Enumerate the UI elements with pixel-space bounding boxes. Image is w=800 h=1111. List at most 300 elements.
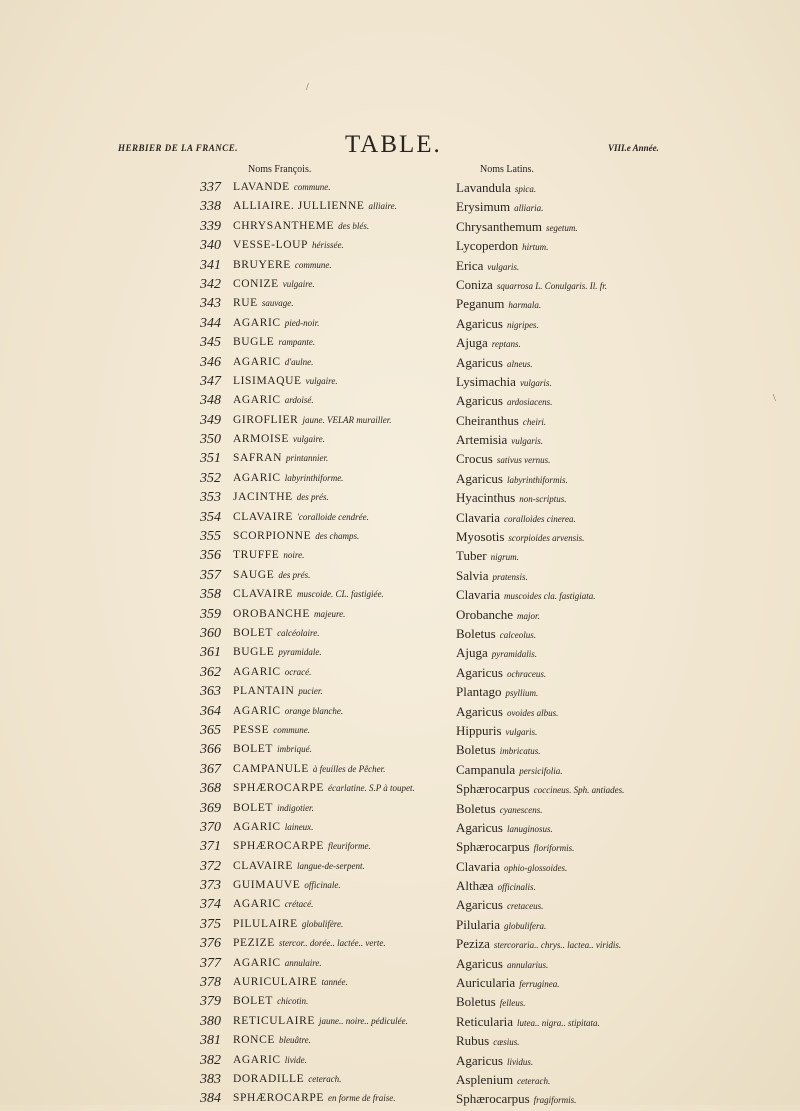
latin-genus: Agaricus: [456, 703, 503, 719]
french-qualifier: crétacé.: [284, 899, 314, 910]
entry-number: 375: [200, 916, 221, 932]
latin-genus: Crocus: [456, 451, 493, 467]
table-row: [200, 430, 700, 449]
french-qualifier: des blés.: [338, 220, 370, 231]
french-name: [233, 818, 313, 837]
latin-genus: Agaricus: [456, 955, 503, 971]
table-row: [200, 449, 700, 468]
latin-species: ceterach.: [517, 1075, 551, 1086]
latin-name: [456, 508, 576, 529]
french-qualifier: sauvage.: [261, 298, 294, 309]
french-name: [233, 236, 344, 255]
table-row: [200, 702, 700, 721]
french-qualifier: des prés.: [296, 492, 329, 503]
table-row: [200, 469, 700, 488]
latin-species: lutea.. nigra.. stipitata.: [517, 1017, 600, 1028]
french-qualifier: ocracé.: [284, 666, 312, 677]
latin-species: officinalis.: [497, 882, 536, 893]
french-qualifier: pucier.: [298, 686, 323, 697]
latin-species: felleus.: [499, 998, 526, 1009]
table-row: [200, 527, 700, 546]
french-genus: ARMOISE: [233, 433, 289, 446]
french-qualifier: stercor.. dorée.. lactée.. verte.: [278, 938, 386, 949]
latin-genus: Rubus: [456, 1033, 490, 1049]
latin-genus: Peganum: [456, 296, 505, 312]
table-row: [200, 197, 700, 216]
french-genus: AGARIC: [233, 471, 281, 484]
latin-species: squarrosa L. Conulgaris. Il. fr.: [496, 280, 608, 291]
latin-genus: Peziza: [456, 936, 490, 952]
entry-number: 372: [200, 858, 221, 874]
french-genus: CAMPANULE: [233, 762, 309, 775]
french-genus: PLANTAIN: [233, 685, 295, 698]
latin-name: [456, 915, 546, 936]
latin-genus: Agaricus: [456, 819, 503, 835]
latin-name: [456, 353, 533, 374]
latin-species: alliaria.: [514, 203, 544, 214]
latin-genus: Sphærocarpus: [456, 1091, 530, 1107]
latin-genus: Agaricus: [456, 315, 503, 331]
entry-number: 358: [200, 587, 221, 603]
latin-genus: Ajuga: [456, 335, 488, 351]
table-row: [200, 391, 700, 410]
french-name: [233, 217, 369, 236]
paper-blemish: \: [773, 393, 776, 404]
latin-name: [456, 391, 552, 412]
french-name: [233, 294, 294, 313]
entry-number: 367: [200, 761, 221, 777]
french-name: [233, 643, 322, 662]
latin-genus: Boletus: [456, 742, 496, 758]
entry-number: 374: [200, 897, 221, 913]
latin-name: [456, 682, 538, 703]
table-row: [200, 217, 700, 236]
french-genus: PESSE: [233, 723, 270, 736]
latin-genus: Sphærocarpus: [456, 781, 530, 797]
table-row: [200, 294, 700, 313]
french-name: [233, 760, 385, 779]
latin-genus: Erysimum: [456, 199, 511, 215]
entry-number: 370: [200, 819, 221, 835]
latin-name: [456, 1031, 520, 1052]
french-genus: AGARIC: [233, 898, 281, 911]
table-row: [200, 1089, 700, 1108]
french-qualifier: globulifère.: [301, 918, 344, 929]
column-header-french: Noms François.: [248, 164, 312, 175]
french-genus: RONCE: [233, 1034, 275, 1047]
french-genus: BUGLE: [233, 336, 275, 349]
french-qualifier: vulgaire.: [282, 278, 315, 289]
latin-species: cretaceus.: [506, 901, 544, 912]
entry-number: 357: [200, 567, 221, 583]
latin-species: scorpioides arvensis.: [508, 533, 585, 544]
latin-genus: Plantago: [456, 684, 502, 700]
latin-name: [456, 314, 539, 335]
latin-name: [456, 624, 536, 645]
table-row: [200, 1070, 700, 1089]
latin-genus: Reticularia: [456, 1013, 514, 1029]
entry-number: 342: [200, 276, 221, 292]
french-genus: AGARIC: [233, 1053, 281, 1066]
french-name: [233, 837, 371, 856]
latin-genus: Agaricus: [456, 354, 503, 370]
latin-name: [456, 197, 543, 218]
entry-number: 352: [200, 470, 221, 486]
entry-number: 343: [200, 296, 221, 312]
entry-number: 368: [200, 781, 221, 797]
table-row: [200, 682, 700, 701]
latin-species: sativus vernus.: [496, 455, 551, 466]
latin-genus: Orobanche: [456, 606, 514, 622]
latin-species: ochraceus.: [506, 668, 547, 679]
table-row: [200, 353, 700, 372]
table-row: [200, 178, 700, 197]
entry-number: 359: [200, 606, 221, 622]
entry-number: 378: [200, 975, 221, 991]
french-genus: RETICULAIRE: [233, 1014, 315, 1027]
table-row: [200, 411, 700, 430]
latin-genus: Clavaria: [456, 587, 501, 603]
table-row: [200, 508, 700, 527]
latin-name: [456, 1070, 550, 1091]
entry-number: 369: [200, 800, 221, 816]
french-name: [233, 857, 365, 876]
table-row: [200, 1051, 700, 1070]
latin-species: cheiri.: [522, 416, 547, 427]
latin-name: [456, 740, 541, 761]
french-name: [233, 275, 315, 294]
latin-genus: Agaricus: [456, 393, 503, 409]
latin-name: [456, 256, 519, 277]
french-name: [233, 915, 343, 934]
french-genus: AGARIC: [233, 394, 281, 407]
french-genus: PILULAIRE: [233, 917, 298, 930]
latin-species: pratensis.: [492, 571, 528, 582]
french-qualifier: commune.: [293, 182, 331, 192]
latin-species: persicifolia.: [519, 765, 563, 776]
french-qualifier: d'aulne.: [284, 356, 314, 367]
latin-species: coralloides cinerea.: [504, 513, 576, 524]
french-genus: PEZIZE: [233, 937, 275, 950]
french-genus: TRUFFE: [233, 549, 280, 562]
french-genus: GIROFLIER: [233, 413, 299, 426]
latin-name: [456, 643, 537, 664]
french-qualifier: 'coralloide cendrée.: [296, 511, 369, 522]
french-genus: AGARIC: [233, 665, 281, 678]
entry-number: 345: [200, 335, 221, 351]
table-row: [200, 585, 700, 604]
latin-genus: Campanula: [456, 761, 516, 777]
entry-number: 382: [200, 1052, 221, 1068]
entry-number: 350: [200, 432, 221, 448]
latin-genus: Boletus: [456, 625, 496, 641]
latin-name: [456, 857, 567, 878]
table-row: [200, 624, 700, 643]
french-qualifier: officinale.: [304, 880, 341, 891]
french-genus: OROBANCHE: [233, 607, 310, 620]
latin-name: [456, 294, 541, 315]
latin-name: [456, 430, 543, 451]
french-genus: SPHÆROCARPE: [233, 840, 324, 853]
running-header-left: HERBIER DE LA FRANCE.: [118, 143, 239, 153]
entry-number: 348: [200, 393, 221, 409]
latin-species: pyramidalis.: [491, 649, 538, 660]
latin-genus: Lycoperdon: [456, 238, 519, 254]
latin-genus: Hyacinthus: [456, 490, 516, 506]
french-qualifier: muscoide. CL. fastigiée.: [296, 589, 384, 600]
french-genus: CLAVAIRE: [233, 510, 293, 523]
entry-number: 356: [200, 548, 221, 564]
latin-name: [456, 818, 553, 839]
latin-name: [456, 236, 548, 257]
french-name: [233, 663, 311, 682]
latin-species: calceolus.: [499, 629, 536, 640]
latin-species: vulgaris.: [487, 261, 520, 272]
latin-name: [456, 605, 540, 626]
french-qualifier: fleuriforme.: [327, 841, 371, 852]
french-name: [233, 372, 338, 391]
entry-number: 380: [200, 1013, 221, 1029]
french-genus: BOLET: [233, 995, 274, 1008]
table-row: [200, 488, 700, 507]
table-row: [200, 973, 700, 992]
french-name: [233, 605, 345, 624]
french-name: [233, 449, 328, 468]
entry-number: 354: [200, 509, 221, 525]
table-row: [200, 546, 700, 565]
french-genus: BOLET: [233, 743, 274, 756]
latin-species: reptans.: [491, 339, 521, 350]
french-name: [233, 197, 397, 216]
table-row: [200, 895, 700, 914]
french-qualifier: hérissée.: [312, 240, 344, 251]
french-genus: AGARIC: [233, 316, 281, 329]
french-qualifier: ceterach.: [308, 1073, 342, 1084]
table-row: [200, 857, 700, 876]
french-name: [233, 702, 343, 721]
table-row: [200, 333, 700, 352]
latin-genus: Lysimachia: [456, 373, 516, 389]
french-genus: AGARIC: [233, 820, 281, 833]
french-name: [233, 1051, 307, 1070]
french-qualifier: noire.: [283, 550, 305, 561]
french-genus: VESSE-LOUP: [233, 239, 309, 252]
entry-number: 338: [200, 199, 221, 215]
latin-genus: Cheiranthus: [456, 412, 519, 428]
latin-name: [456, 546, 519, 567]
entry-number: 384: [200, 1091, 221, 1107]
latin-name: [456, 217, 578, 238]
latin-species: non-scriptus.: [519, 494, 567, 505]
entry-number: 360: [200, 625, 221, 641]
latin-genus: Artemisia: [456, 432, 508, 448]
entry-number: 344: [200, 315, 221, 331]
french-qualifier: rampante.: [278, 337, 316, 348]
french-name: [233, 779, 415, 798]
latin-genus: Boletus: [456, 994, 496, 1010]
latin-genus: Agaricus: [456, 664, 503, 680]
latin-name: [456, 372, 552, 393]
entry-number: 363: [200, 684, 221, 700]
table-row: [200, 818, 700, 837]
paper-blemish: /: [306, 82, 309, 93]
entry-number: 353: [200, 490, 221, 506]
latin-species: nigripes.: [506, 319, 539, 330]
french-qualifier: pyramidale.: [278, 647, 322, 658]
french-qualifier: à feuilles de Pêcher.: [312, 763, 386, 774]
latin-species: vulgaris.: [519, 377, 552, 388]
table-row: [200, 876, 700, 895]
entry-number: 351: [200, 451, 221, 467]
french-name: [233, 488, 329, 507]
french-name: [233, 973, 348, 992]
latin-species: coccineus. Sph. antiades.: [533, 785, 625, 796]
entry-number: 349: [200, 412, 221, 428]
latin-name: [456, 837, 574, 858]
table-row: [200, 663, 700, 682]
french-qualifier: commune.: [273, 724, 310, 735]
latin-species: globulifera.: [504, 920, 547, 931]
latin-name: [456, 663, 546, 684]
french-name: [233, 682, 323, 701]
latin-name: [456, 566, 528, 587]
table-row: [200, 721, 700, 740]
french-qualifier: chicotin.: [277, 996, 309, 1007]
french-qualifier: écarlatine. S.P à toupet.: [327, 783, 415, 794]
table-row: [200, 837, 700, 856]
table-row: [200, 760, 700, 779]
latin-genus: Agaricus: [456, 1052, 503, 1068]
latin-species: ovoides albus.: [506, 707, 559, 718]
french-genus: SPHÆROCARPE: [233, 782, 324, 795]
french-qualifier: indigotier.: [277, 802, 314, 813]
table-row: [200, 779, 700, 798]
latin-genus: Coniza: [456, 276, 493, 292]
latin-genus: Clavaria: [456, 509, 501, 525]
latin-genus: Lavandula: [456, 180, 511, 195]
french-genus: AURICULAIRE: [233, 976, 318, 989]
french-qualifier: alliaire.: [368, 201, 397, 212]
french-name: [233, 411, 391, 430]
french-qualifier: vulgaire.: [292, 434, 325, 445]
latin-genus: Sphærocarpus: [456, 839, 530, 855]
french-qualifier: en forme de fraise.: [327, 1093, 396, 1104]
french-genus: LAVANDE: [233, 181, 290, 193]
running-header-right: VIII.e Année.: [608, 143, 659, 153]
latin-genus: Agaricus: [456, 470, 503, 486]
latin-name: [456, 799, 542, 820]
latin-species: lividus.: [506, 1056, 534, 1067]
french-name: [233, 799, 314, 818]
latin-name: [456, 721, 537, 742]
french-genus: LISIMAQUE: [233, 374, 302, 387]
latin-species: psyllium.: [505, 688, 539, 699]
latin-name: [456, 934, 621, 955]
french-name: [233, 527, 359, 546]
latin-name: [456, 469, 568, 490]
entry-number: 371: [200, 839, 221, 855]
french-qualifier: vulgaire.: [305, 375, 338, 386]
table-row: [200, 275, 700, 294]
french-name: [233, 314, 319, 333]
french-qualifier: orange blanche.: [284, 705, 344, 716]
index-table: [200, 178, 700, 1109]
table-row: [200, 372, 700, 391]
latin-name: [456, 760, 562, 781]
entry-number: 340: [200, 238, 221, 254]
entry-number: 366: [200, 742, 221, 758]
french-genus: CLAVAIRE: [233, 859, 293, 872]
french-name: [233, 585, 384, 604]
entry-number: 355: [200, 529, 221, 545]
latin-species: stercoraria.. chrys.. lactea.. viridis.: [493, 940, 622, 951]
latin-name: [456, 973, 559, 994]
latin-species: ophio-glossoides.: [504, 862, 568, 873]
french-qualifier: des prés.: [278, 569, 311, 580]
latin-name: [456, 449, 550, 470]
latin-genus: Tuber: [456, 548, 487, 564]
french-genus: CLAVAIRE: [233, 588, 293, 601]
entry-number: 377: [200, 955, 221, 971]
french-name: [233, 934, 386, 953]
latin-genus: Salvia: [456, 567, 489, 583]
french-name: [233, 391, 314, 410]
french-qualifier: des champs.: [315, 531, 360, 542]
french-name: [233, 256, 332, 275]
entry-number: 346: [200, 354, 221, 370]
entry-number: 376: [200, 936, 221, 952]
latin-genus: Agaricus: [456, 897, 503, 913]
latin-name: [456, 992, 525, 1013]
latin-species: segetum.: [545, 222, 578, 233]
french-qualifier: calcéolaire.: [277, 627, 320, 638]
entry-number: 365: [200, 722, 221, 738]
latin-genus: Chrysanthemum: [456, 218, 542, 234]
french-qualifier: pied-noir.: [284, 317, 320, 328]
french-qualifier: jaune.. noire.. pédiculée.: [318, 1015, 408, 1026]
french-qualifier: annulaire.: [284, 957, 322, 968]
french-name: [233, 740, 312, 759]
french-genus: BOLET: [233, 801, 274, 814]
french-qualifier: majeure.: [313, 608, 346, 619]
latin-species: alneus.: [506, 358, 533, 369]
french-name: [233, 353, 313, 372]
latin-name: [456, 488, 566, 509]
latin-genus: Althæa: [456, 878, 494, 894]
table-row: [200, 954, 700, 973]
french-name: [233, 469, 343, 488]
french-genus: BOLET: [233, 626, 274, 639]
latin-genus: Hippuris: [456, 722, 502, 738]
entry-number: 339: [200, 218, 221, 234]
french-qualifier: labyrinthiforme.: [284, 472, 344, 483]
latin-species: fragiformis.: [533, 1095, 577, 1106]
table-row: [200, 256, 700, 275]
french-name: [233, 721, 310, 740]
entry-number: 381: [200, 1033, 221, 1049]
latin-name: [456, 1051, 533, 1072]
latin-species: nigrum.: [490, 552, 519, 563]
latin-species: annularius.: [506, 959, 549, 970]
french-name: [233, 624, 319, 643]
entry-number: 373: [200, 878, 221, 894]
latin-name: [456, 275, 607, 296]
french-genus: CONIZE: [233, 277, 279, 290]
entry-number: 341: [200, 257, 221, 273]
latin-genus: Auricularia: [456, 975, 516, 991]
latin-species: lanuginosus.: [506, 823, 553, 834]
entry-number: 361: [200, 645, 221, 661]
